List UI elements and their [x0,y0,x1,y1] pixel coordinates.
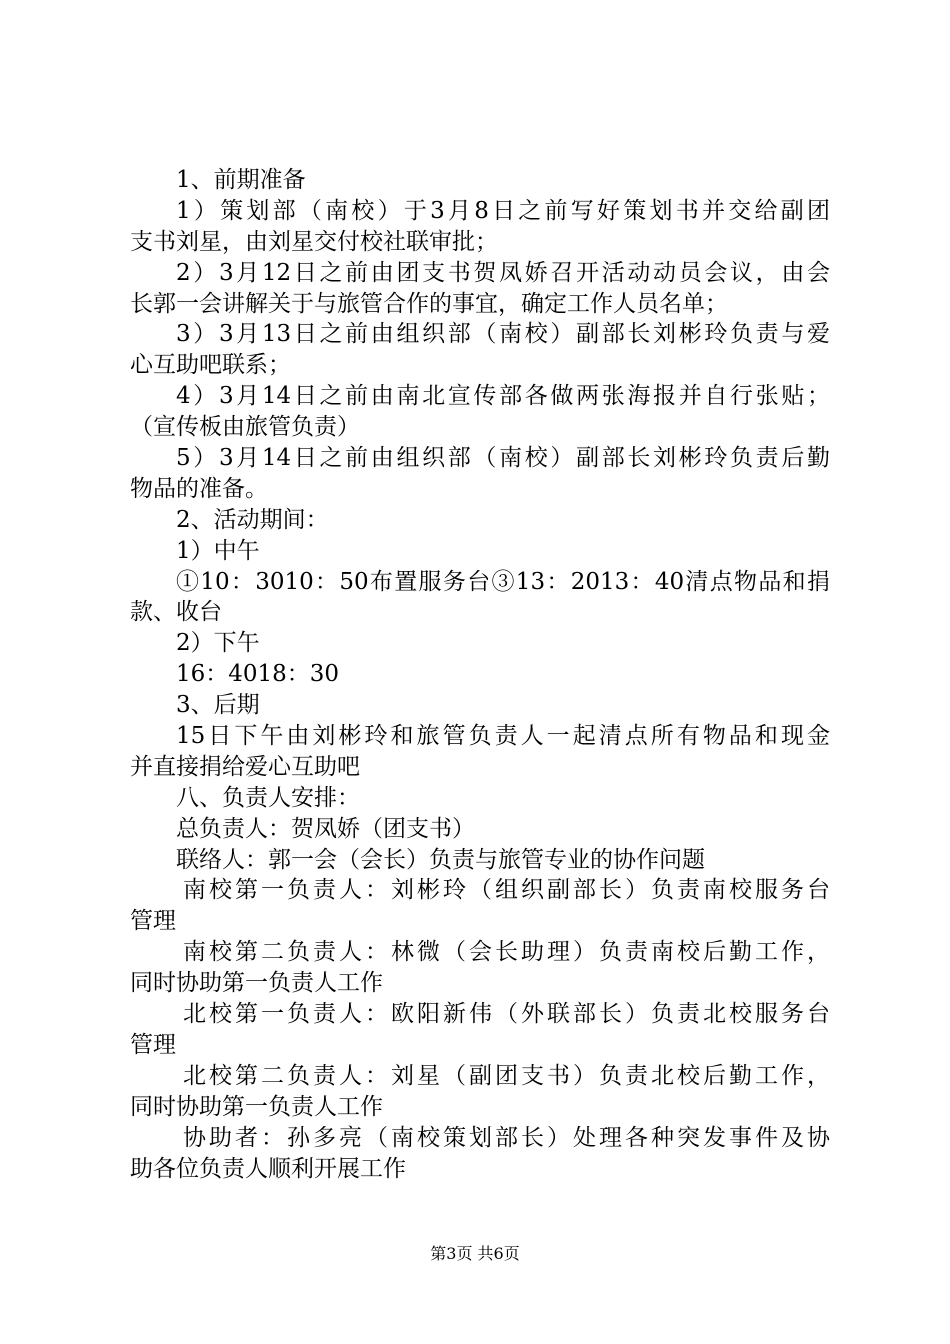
paragraph-line: 管理 [130,1031,176,1058]
paragraph-line: 1）策划部（南校）于3月8日之前写好策划书并交给副团 [176,197,830,224]
paragraph-line: 4）3月14日之前由南北宣传部各做两张海报并自行张贴； [176,383,830,410]
section-heading-followup: 3、后期 [176,692,260,719]
page-footer: 第3页 共6页 [430,1244,520,1263]
paragraph-line: 助各位负责人顺利开展工作 [130,1155,406,1182]
paragraph-line: 2）3月12日之前由团支书贺凤娇召开活动动员会议，由会 [176,259,830,286]
paragraph-line: 总负责人：贺凤娇（团支书） [176,815,475,842]
paragraph-line: 16：4018：30 [176,661,340,688]
paragraph-line: 3）3月13日之前由组织部（南校）副部长刘彬玲负责与爱 [176,321,830,348]
paragraph-line: 并直接捐给爱心互助吧 [130,753,360,780]
paragraph-line: 管理 [130,908,176,935]
paragraph-line: 物品的准备。 [130,475,268,502]
paragraph-line: ①10：3010：50布置服务台③13：2013：40清点物品和捐 [176,568,830,595]
paragraph-line: （宣传板由旅管负责） [130,414,360,441]
paragraph-line: 1）中午 [176,537,260,564]
section-heading-activity: 2、活动期间： [176,506,329,533]
document-body [130,165,830,1184]
paragraph-line: 支书刘星，由刘星交付校社联审批； [130,228,498,255]
paragraph-line: 同时协助第一负责人工作 [130,1093,383,1120]
paragraph-line: 南校第二负责人：林微（会长助理）负责南校后勤工作， [183,939,830,966]
section-heading-preparation: 1、前期准备 [176,167,306,193]
paragraph-line: 15日下午由刘彬玲和旅管负责人一起清点所有物品和现金 [176,723,830,750]
paragraph-line: 款、收台 [130,599,222,626]
paragraph-line: 长郭一会讲解关于与旅管合作的事宜，确定工作人员名单； [130,290,728,317]
paragraph-line: 南校第一负责人：刘彬玲（组织副部长）负责南校服务台 [183,877,830,904]
paragraph-line: 北校第一负责人：欧阳新伟（外联部长）负责北校服务台 [183,1001,830,1028]
paragraph-line: 协助者：孙多亮（南校策划部长）处理各种突发事件及协 [183,1124,830,1151]
paragraph-line: 同时协助第一负责人工作 [130,970,383,997]
paragraph-line: 2）下午 [176,630,260,657]
paragraph-line: 心互助吧联系； [130,352,291,379]
paragraph-line: 5）3月14日之前由组织部（南校）副部长刘彬玲负责后勤 [176,445,830,472]
section-heading-responsibility: 八、负责人安排： [176,784,360,811]
paragraph-line: 联络人：郭一会（会长）负责与旅管专业的协作问题 [176,846,705,873]
paragraph-line: 北校第二负责人：刘星（副团支书）负责北校后勤工作， [183,1062,830,1089]
